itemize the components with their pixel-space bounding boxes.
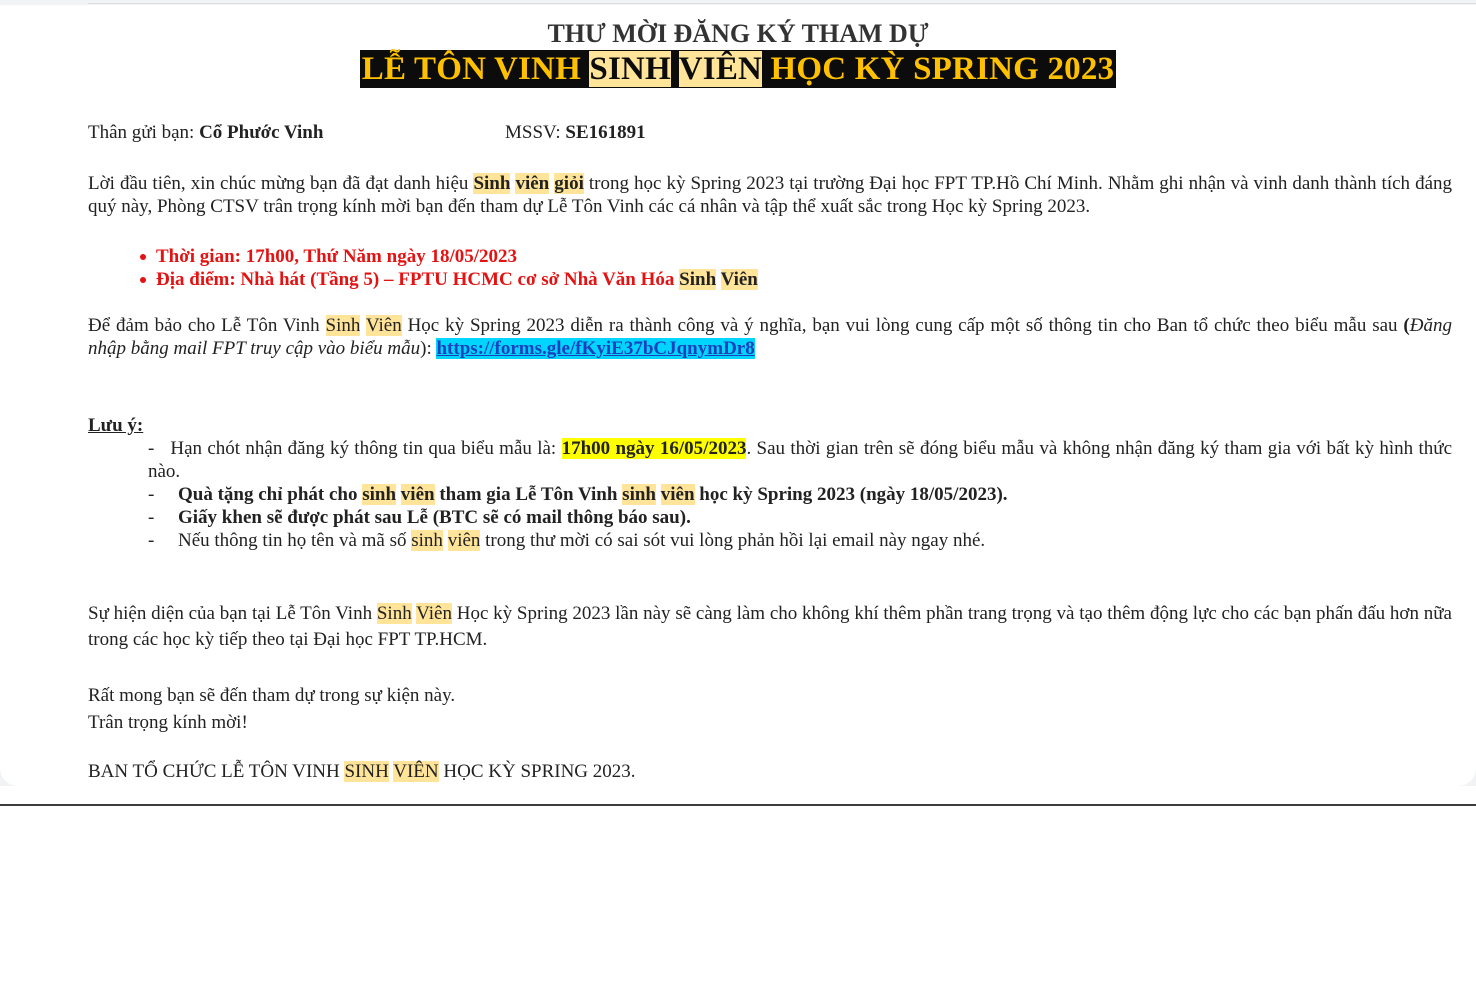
closing-text: Sự hiện diện của bạn tại Lễ Tôn Vinh bbox=[88, 603, 377, 624]
highlight-word: sinh bbox=[411, 530, 443, 551]
note-text: tham gia Lễ Tôn Vinh bbox=[434, 484, 623, 505]
highlight-word: Sinh bbox=[376, 603, 412, 624]
ceremony-title-row bbox=[0, 50, 1476, 88]
intro-text: trong học kỳ Spring 2023 tại trường Đại học FPT TP.Hồ Chí Minh. Nhằm ghi nhận và vinh danh thành tích đáng quý này, Phòng CTSV trân trọng kính mời bạn đến tham dự Lễ Tôn Vinh các cá nhân và tập thể xuất sắc trong Học kỳ Spring 2023. bbox=[88, 173, 1453, 217]
highlight-word: sinh bbox=[362, 484, 397, 505]
closing-text: Học kỳ Spring 2023 lần này sẽ càng làm cho không khí thêm phần trang trọng và tạo thêm động lực cho các bạn phấn đấu hơn nữa trong các học kỳ tiếp theo tại Đại học FPT TP.HCM. bbox=[88, 603, 1452, 650]
event-time bbox=[88, 245, 1452, 268]
highlight-word: SINH bbox=[344, 761, 389, 782]
page-bottom-divider bbox=[0, 804, 1476, 806]
highlight-word: viên bbox=[660, 484, 695, 505]
event-place-text: Địa điểm: Nhà hát (Tầng 5) – FPTU HCMC cơ sở Nhà Văn Hóa bbox=[156, 269, 680, 290]
recipient-name: Cổ Phước Vinh bbox=[199, 122, 324, 143]
notes-section bbox=[88, 414, 1452, 552]
form-text: Để đảm bảo cho Lễ Tôn Vinh bbox=[88, 315, 326, 336]
closing-regards: Trân trọng kính mời! bbox=[88, 712, 248, 733]
ceremony-title-space bbox=[671, 51, 679, 87]
highlight-word: VIÊN bbox=[393, 761, 439, 782]
signature-text: BAN TỔ CHỨC LỄ TÔN VINH bbox=[88, 761, 345, 782]
highlight-word: giỏi bbox=[554, 173, 584, 194]
note-text: học kỳ Spring 2023 (ngày 18/05/2023). bbox=[694, 484, 1008, 505]
closing-hope: Rất mong bạn sẽ đến tham dự trong sự kiện này. bbox=[88, 685, 456, 706]
signature-text: HỌC KỲ SPRING 2023. bbox=[438, 761, 636, 782]
highlight-word: Sinh bbox=[473, 173, 511, 194]
email-body bbox=[0, 5, 1476, 786]
greeting-label: Thân gửi bạn: bbox=[88, 122, 200, 143]
note-text: Giấy khen sẽ được phát sau Lễ (BTC sẽ có mail thông báo sau). bbox=[178, 507, 691, 528]
invitation-title: THƯ MỜI ĐĂNG KÝ THAM DỰ bbox=[547, 19, 929, 48]
note-text: trong thư mời có sai sót vui lòng phản hồi lại email này ngay nhé. bbox=[480, 530, 986, 551]
registration-form-link[interactable]: https://forms.gle/fKyiE37bCJqnymDr8 bbox=[436, 338, 755, 359]
notes-heading: Lưu ý: bbox=[88, 415, 144, 436]
form-paren: ): bbox=[420, 338, 437, 359]
highlight-word: Viên bbox=[720, 269, 758, 290]
ceremony-title bbox=[360, 50, 1117, 88]
highlight-word: sinh bbox=[622, 484, 656, 505]
highlight-word: viên bbox=[515, 173, 550, 194]
event-details-list bbox=[88, 245, 1452, 291]
note-certificate bbox=[88, 506, 1452, 529]
ceremony-title-highlight: VIÊN bbox=[678, 51, 763, 87]
highlight-word: Viên bbox=[416, 603, 452, 624]
ceremony-title-part: LỄ TÔN VINH bbox=[361, 51, 590, 87]
highlight-word: Sinh bbox=[679, 269, 717, 290]
student-id-block bbox=[505, 121, 646, 144]
intro-text: Lời đầu tiên, xin chúc mừng bạn đã đạt danh hiệu bbox=[88, 173, 474, 194]
note-deadline bbox=[88, 437, 1452, 483]
closing-paragraph bbox=[88, 601, 1452, 653]
note-dash: - bbox=[148, 438, 155, 459]
event-time-text: Thời gian: 17h00, Thứ Năm ngày 18/05/2023 bbox=[156, 246, 517, 267]
event-place bbox=[88, 268, 1452, 291]
form-paragraph bbox=[88, 314, 1452, 360]
intro-paragraph bbox=[88, 172, 1452, 218]
form-paren: ( bbox=[1403, 315, 1410, 336]
form-login-note: Đăng nhập bằng mail FPT truy cập vào biểu mẫu bbox=[88, 315, 1452, 359]
highlight-word: Viên bbox=[365, 315, 402, 336]
note-dash: - bbox=[148, 507, 155, 528]
highlight-word: viên bbox=[447, 530, 481, 551]
note-text: Quà tặng chỉ phát cho bbox=[178, 484, 363, 505]
ceremony-title-part: HỌC KỲ SPRING 2023 bbox=[762, 51, 1115, 87]
note-dash: - bbox=[148, 530, 155, 551]
notes-list bbox=[88, 437, 1452, 552]
signature bbox=[88, 760, 1452, 783]
note-text: . Sau thời gian trên sẽ đóng biểu mẫu và không nhận đăng ký tham gia với bất kỳ hình thức nào. bbox=[148, 438, 1453, 482]
deadline-highlight: 17h00 ngày 16/05/2023 bbox=[561, 438, 747, 459]
ceremony-title-highlight: SINH bbox=[589, 51, 671, 87]
closing-lines bbox=[88, 682, 1452, 736]
event-details bbox=[88, 245, 1452, 291]
form-text: Học kỳ Spring 2023 diễn ra thành công và ý nghĩa, bạn vui lòng cung cấp một số thông tin cho Ban tổ chức theo biểu mẫu sau bbox=[401, 315, 1404, 336]
note-gift bbox=[88, 483, 1452, 506]
highlight-word: viên bbox=[400, 484, 435, 505]
note-correction bbox=[88, 529, 1452, 552]
note-text: Nếu thông tin họ tên và mã số bbox=[178, 530, 412, 551]
note-text: Hạn chót nhận đăng ký thông tin qua biểu mẫu là: bbox=[154, 438, 562, 459]
student-id-value: SE161891 bbox=[565, 122, 646, 143]
highlight-word: Sinh bbox=[325, 315, 361, 336]
note-dash: - bbox=[148, 484, 155, 505]
frame-top-divider bbox=[88, 3, 1476, 4]
student-id-label: MSSV: bbox=[505, 122, 566, 143]
greeting-line bbox=[88, 121, 1452, 144]
